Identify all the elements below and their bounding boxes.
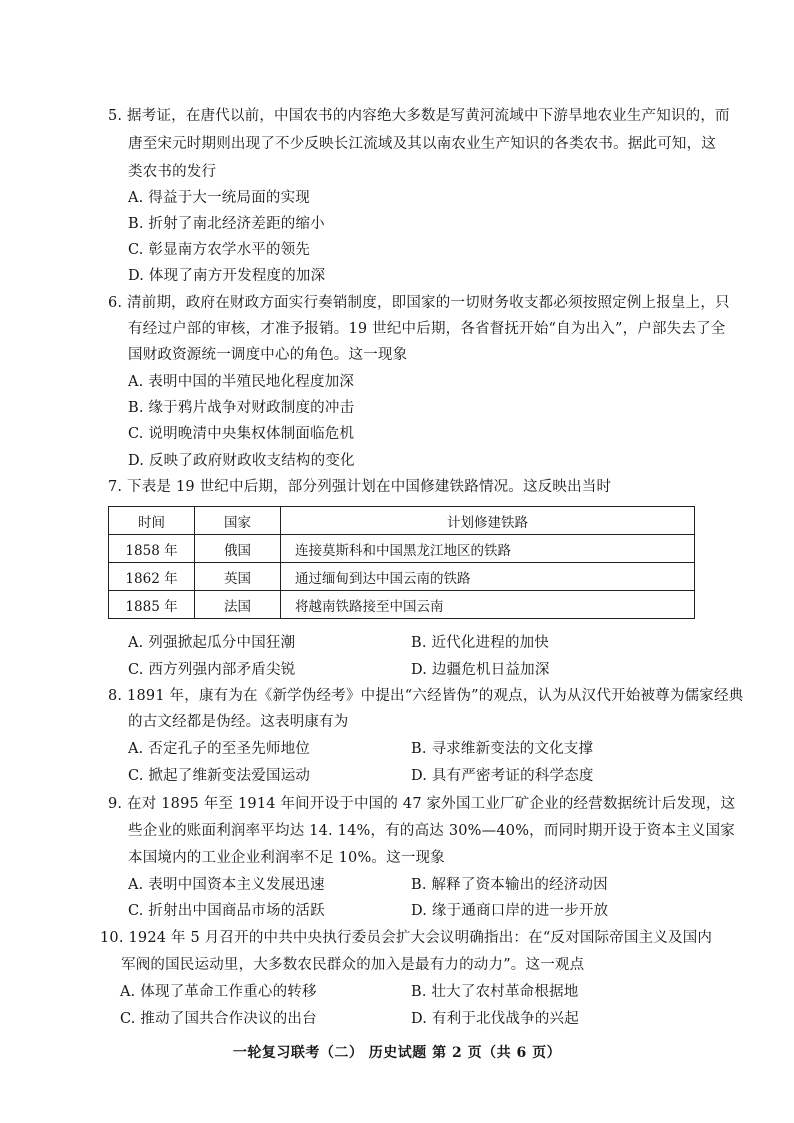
question-8-option-d: D. 具有严密考证的科学态度 bbox=[411, 768, 594, 784]
page-footer: 一轮复习联考（二） 历史试题 第 2 页（共 6 页） bbox=[232, 1045, 562, 1061]
table-cell-country: 法国 bbox=[195, 591, 281, 619]
question-10-line-1: 10. 1924 年 5 月召开的中共中央执行委员会扩大会议明确指出：在“反对国际帝国主义及国内 bbox=[100, 930, 713, 946]
table-header-railway: 计划修建铁路 bbox=[281, 507, 695, 535]
question-5-option-b: B. 折射了南北经济差距的缩小 bbox=[128, 216, 325, 232]
table-header-country: 国家 bbox=[195, 507, 281, 535]
question-5-option-d: D. 体现了南方开发程度的加深 bbox=[128, 268, 326, 284]
question-6-option-d: D. 反映了政府财政收支结构的变化 bbox=[128, 453, 355, 469]
question-5-line-1: 5. 据考证，在唐代以前，中国农书的内容绝大多数是写黄河流域中下游旱地农业生产知识的，而 bbox=[108, 108, 730, 124]
question-6-line-1: 6. 清前期，政府在财政方面实行奏销制度，即国家的一切财务收支都必须按照定例上报皇上，只 bbox=[108, 295, 730, 311]
question-7-line-1: 7. 下表是 19 世纪中后期，部分列强计划在中国修建铁路情况。这反映出当时 bbox=[108, 479, 612, 495]
question-10-option-b: B. 壮大了农村革命根据地 bbox=[411, 984, 579, 1000]
question-6-line-2: 有经过户部的审核，才准予报销。19 世纪中后期，各省督抚开始“自为出入”，户部失去了全 bbox=[128, 321, 726, 337]
question-9-option-d: D. 缘于通商口岸的进一步开放 bbox=[411, 903, 609, 919]
question-5-line-3: 类农书的发行 bbox=[128, 164, 217, 180]
question-8-line-2: 的古文经都是伪经。这表明康有为 bbox=[128, 714, 349, 730]
question-8-line-1: 8. 1891 年，康有为在《新学伪经考》中提出“六经皆伪”的观点，认为从汉代开始被尊为儒家经典 bbox=[108, 688, 744, 704]
question-5-option-c: C. 彰显南方农学水平的领先 bbox=[128, 242, 311, 258]
question-6-option-a: A. 表明中国的半殖民地化程度加深 bbox=[128, 374, 355, 390]
table-cell-time: 1885 年 bbox=[109, 591, 195, 619]
question-9-line-2: 些企业的账面利润率平均达 14. 14%，有的高达 30%—40%，而同时期开设于资本主义国家 bbox=[128, 823, 735, 839]
question-6-line-3: 国财政资源统一调度中心的角色。这一现象 bbox=[128, 347, 408, 363]
question-8-option-c: C. 掀起了维新变法爱国运动 bbox=[128, 768, 311, 784]
question-10-option-a: A. 体现了革命工作重心的转移 bbox=[120, 984, 317, 1000]
question-10-line-2: 军阀的国民运动里，大多数农民群众的加入是最有力的动力”。这一观点 bbox=[121, 957, 585, 973]
table-row bbox=[109, 535, 695, 563]
question-9-option-b: B. 解释了资本输出的经济动因 bbox=[411, 877, 608, 893]
railway-table bbox=[108, 506, 695, 619]
question-9-option-a: A. 表明中国资本主义发展迅速 bbox=[128, 877, 325, 893]
question-6-option-c: C. 说明晚清中央集权体制面临危机 bbox=[128, 426, 355, 442]
question-9-option-c: C. 折射出中国商品市场的活跃 bbox=[128, 903, 325, 919]
question-5-line-2: 唐至宋元时期则出现了不少反映长江流域及其以南农业生产知识的各类农书。据此可知，这 bbox=[128, 136, 716, 152]
question-10-option-c: C. 推动了国共合作决议的出台 bbox=[120, 1011, 317, 1027]
table-row bbox=[109, 563, 695, 591]
table-cell-railway: 通过缅甸到达中国云南的铁路 bbox=[281, 563, 695, 591]
question-7-option-c: C. 西方列强内部矛盾尖锐 bbox=[128, 662, 296, 678]
table-cell-time: 1858 年 bbox=[109, 535, 195, 563]
question-7-option-d: D. 边疆危机日益加深 bbox=[411, 662, 550, 678]
table-row bbox=[109, 591, 695, 619]
question-8-option-b: B. 寻求维新变法的文化支撑 bbox=[411, 741, 594, 757]
table-cell-railway: 将越南铁路接至中国云南 bbox=[281, 591, 695, 619]
question-9-line-1: 9. 在对 1895 年至 1914 年间开设于中国的 47 家外国工业厂矿企业的经营数据统计后发现，这 bbox=[108, 796, 736, 812]
question-5-option-a: A. 得益于大一统局面的实现 bbox=[128, 190, 310, 206]
question-9-line-3: 本国境内的工业企业利润率不足 10%。这一现象 bbox=[128, 850, 445, 866]
table-cell-country: 英国 bbox=[195, 563, 281, 591]
question-7-option-a: A. 列强掀起瓜分中国狂潮 bbox=[128, 635, 296, 651]
table-cell-time: 1862 年 bbox=[109, 563, 195, 591]
table-header-row bbox=[109, 507, 695, 535]
question-7-option-b: B. 近代化进程的加快 bbox=[411, 635, 550, 651]
table-cell-country: 俄国 bbox=[195, 535, 281, 563]
question-8-option-a: A. 否定孔子的至圣先师地位 bbox=[128, 741, 310, 757]
question-10-option-d: D. 有利于北伐战争的兴起 bbox=[411, 1011, 579, 1027]
question-6-option-b: B. 缘于鸦片战争对财政制度的冲击 bbox=[128, 400, 355, 416]
table-header-time: 时间 bbox=[109, 507, 195, 535]
table-cell-railway: 连接莫斯科和中国黑龙江地区的铁路 bbox=[281, 535, 695, 563]
